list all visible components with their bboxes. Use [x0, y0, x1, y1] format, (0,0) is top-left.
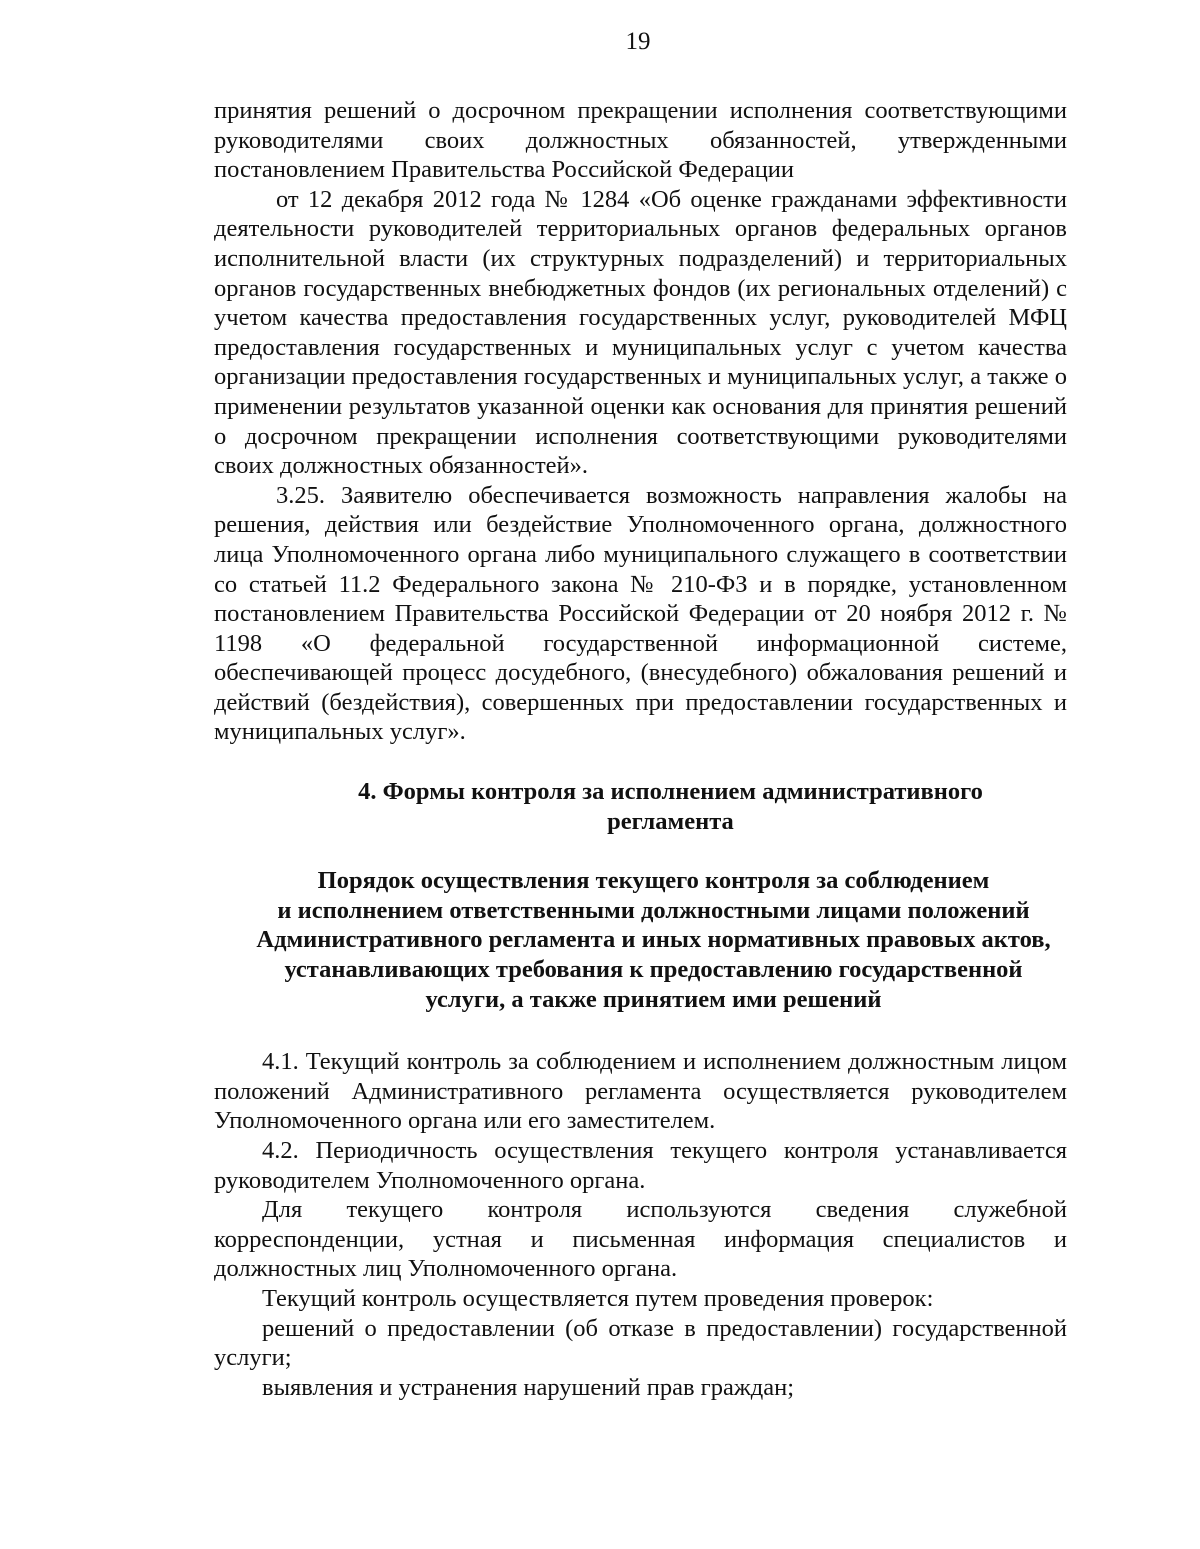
section-heading-line: 4. Формы контроля за исполнением административного	[358, 778, 983, 806]
paragraph-4-1: 4.1. Текущий контроль за соблюдением и исполнением должностным лицом положений Административного регламента осуществляется руководителем Уполномоченного органа или его заместителем.	[214, 1048, 1067, 1135]
paragraph-3-25: 3.25. Заявителю обеспечивается возможность направления жалобы на решения, действия или бездействие Уполномоченного органа, должностного лица Уполномоченного органа либо муниципального служащего в соответствии со статьей 11.2 Федерального закона № 210-ФЗ и в порядке, установленном постановлением Правительства Российской Федерации от 20 ноября 2012 г. № 1198 «О федеральной государственной информационной системе, обеспечивающей процесс досудебного, (внесудебного) обжалования решений и действий (бездействия), совершенных при предоставлении государственных и муниципальных услуг».	[214, 481, 1067, 746]
section-heading	[214, 777, 1067, 836]
paragraph-continuation: принятия решений о досрочном прекращении исполнения соответствующими руководителями своих должностных обязанностей, утвержденными постановлением Правительства Российской Федерации	[214, 97, 1067, 184]
list-item-decisions: решений о предоставлении (об отказе в предоставлении) государственной услуги;	[214, 1314, 1067, 1372]
list-item-violations: выявления и устранения нарушений прав граждан;	[262, 1373, 795, 1401]
section-heading-line: регламента	[607, 807, 734, 835]
document-body	[214, 96, 1067, 1402]
subsection-heading	[214, 866, 1067, 1014]
page-number: 19	[625, 28, 651, 55]
subsection-heading-line: устанавливающих требования к предоставлению государственной	[284, 956, 1023, 984]
subsection-heading-line: услуги, а также принятием ими решений	[425, 985, 882, 1013]
paragraph-checks-intro: Текущий контроль осуществляется путем проведения проверок:	[262, 1284, 934, 1312]
subsection-heading-line: и исполнением ответственными должностными лицами положений	[277, 896, 1030, 924]
subsection-heading-line: Порядок осуществления текущего контроля за соблюдением	[317, 867, 990, 895]
paragraph-4-2: 4.2. Периодичность осуществления текущего контроля устанавливается руководителем Уполномоченного органа.	[214, 1137, 1067, 1194]
paragraph-sources: Для текущего контроля используются сведения служебной корреспонденции, устная и письменная информация специалистов и должностных лиц Уполномоченного органа.	[214, 1196, 1067, 1283]
paragraph-decree-1284: от 12 декабря 2012 года № 1284 «Об оценке гражданами эффективности деятельности руководителей территориальных органов федеральных органов исполнительной власти (их структурных подразделений) и территориальных органов государственных внебюджетных фондов (их региональных отделений) с учетом качества предоставления государственных услуг, руководителей МФЦ предоставления государственных и муниципальных услуг с учетом качества организации предоставления государственных и муниципальных услуг, а также о применении результатов указанной оценки как основания для принятия решений о досрочном прекращении исполнения соответствующими руководителями своих должностных обязанностей».	[214, 185, 1067, 480]
subsection-heading-line: Административного регламента и иных нормативных правовых актов,	[256, 926, 1051, 954]
